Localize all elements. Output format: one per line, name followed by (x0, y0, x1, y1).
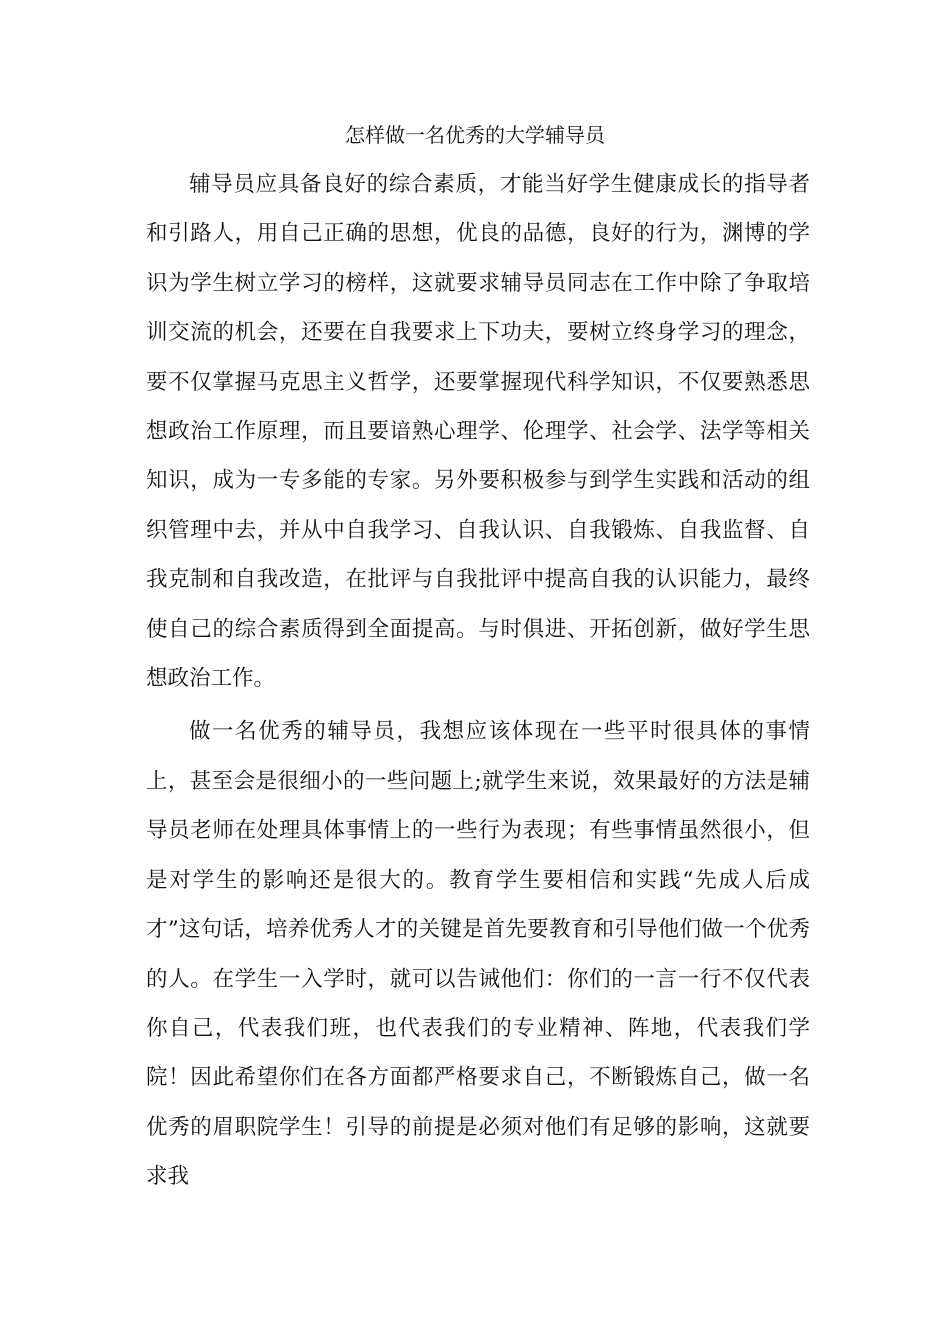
document-title: 怎样做一名优秀的大学辅导员 (345, 123, 605, 147)
document-body (146, 160, 810, 1202)
paragraph-2: 做一名优秀的辅导员，我想应该体现在一些平时很具体的事情上，甚至会是很细小的一些问题上;就学生来说，效果最好的方法是辅导员老师在处理具体事情上的一些行为表现；有些事情虽然很小，但是对学生的影响还是很大的。教育学生要相信和实践“先成人后成才”这句话，培养优秀人才的关键是首先要教育和引导他们做一个优秀的人。在学生一入学时，就可以告诫他们：你们的一言一行不仅代表你自己，代表我们班，也代表我们的专业精神、阵地，代表我们学院！因此希望你们在各方面都严格要求自己，不断锻炼自己，做一名优秀的眉职院学生！引导的前提是必须对他们有足够的影响，这就要求我 (146, 719, 810, 1190)
paragraph-1: 辅导员应具备良好的综合素质，才能当好学生健康成长的指导者和引路人，用自己正确的思想，优良的品德，良好的行为，渊博的学识为学生树立学习的榜样，这就要求辅导员同志在工作中除了争取培训交流的机会，还要在自我要求上下功夫，要树立终身学习的理念，要不仅掌握马克思主义哲学，还要掌握现代科学知识，不仅要熟悉思想政治工作原理，而且要谙熟心理学、伦理学、社会学、法学等相关知识，成为一专多能的专家。另外要积极参与到学生实践和活动的组织管理中去，并从中自我学习、自我认识、自我锻炼、自我监督、自我克制和自我改造，在批评与自我批评中提高自我的认识能力，最终使自己的综合素质得到全面提高。与时俱进、开拓创新，做好学生思想政治工作。 (146, 172, 810, 692)
